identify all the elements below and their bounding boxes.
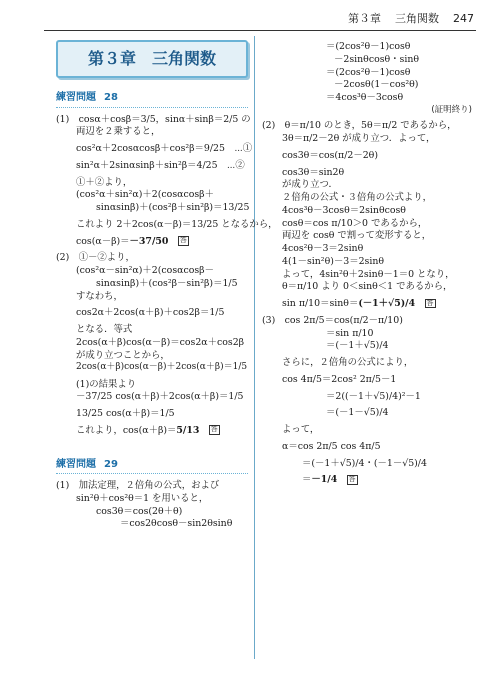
- equation: 4(1－sin²θ)－3＝2sinθ: [282, 255, 385, 267]
- line: (1) 加法定理，２倍角の公式，および: [56, 480, 220, 491]
- line: 3θ＝π/2－2θ が成り立つ．よって，: [282, 133, 436, 145]
- equation: 4cos²θ－3＝2sinθ: [282, 243, 364, 255]
- equation: cos3θ＝cos(π/2－2θ): [282, 149, 378, 161]
- answer-lhs: ＝: [302, 474, 312, 486]
- exercise-label: 練習問題: [56, 458, 96, 470]
- equation: －37/25 cos(α＋β)＋2cos(α＋β)＝1/5: [76, 391, 244, 403]
- equation: ＝(－1＋√5)/4: [326, 340, 389, 352]
- equation: cos3θ＝cos(2θ＋θ): [96, 505, 183, 517]
- answer-line: [56, 425, 248, 437]
- exercise-label: 練習問題: [56, 92, 96, 103]
- chapter-title-box: [56, 40, 248, 78]
- answer-value: －1/4: [311, 474, 338, 486]
- line: (2) ①－②より，: [56, 252, 135, 264]
- left-column: [56, 40, 278, 531]
- page-number: 247: [453, 12, 474, 25]
- equation: ＝sin π/10: [326, 327, 374, 339]
- line: ２倍角の公式・３倍角の公式より，: [282, 192, 433, 204]
- equation: cos2α＋2cos(α＋β)＋cos2β＝1/5: [76, 307, 225, 319]
- equation: ＝cos2θcosθ－sin2θsinθ: [120, 518, 233, 530]
- equation: cos3θ＝sin2θ: [282, 166, 345, 178]
- right-column: [262, 40, 472, 487]
- equation: ＝(2cos²θ－1)cosθ: [326, 41, 411, 52]
- equation: (3) cos 2π/5＝cos(π/2－π/10): [262, 314, 403, 326]
- line: これより 2＋2cos(α－β)＝13/25 となるから，: [76, 218, 278, 230]
- equation: ＝4cos³θ－3cosθ: [326, 92, 404, 103]
- exercise-number: 29: [104, 458, 118, 470]
- equation: －2sinθcosθ・sinθ: [334, 53, 420, 65]
- equation: sinαsinβ)＋(cos²β＋sin²β)＝13/25: [96, 202, 250, 213]
- line: (1) cosα＋cosβ＝3/5，sinα＋sinβ＝2/5 の: [56, 113, 251, 125]
- running-header: [334, 10, 474, 26]
- line: が成り立つことから，: [76, 349, 170, 361]
- running-chapter: 第３章: [348, 12, 381, 25]
- equation: 13/25 cos(α＋β)＝1/5: [76, 408, 175, 419]
- equation: α＝cos 2π/5 cos 4π/5: [282, 440, 381, 452]
- equation: cos²α＋2cosαcosβ＋cos²β＝9/25 ⋯①: [76, 143, 253, 154]
- exercise-29-heading: [56, 459, 248, 475]
- line: (2) θ＝π/10 のとき，5θ＝π/2 であるから，: [262, 120, 457, 132]
- equation: ＝(－1－√5)/4: [326, 407, 389, 419]
- equation: sin²α＋2sinαsinβ＋sin²β＝4/25 ⋯②: [76, 159, 245, 171]
- chapter-label: 第３章: [87, 49, 136, 68]
- line: よって，: [282, 424, 320, 436]
- equation: －2cosθ(1－cos²θ): [334, 79, 419, 91]
- answer-line: [262, 298, 472, 310]
- equation: cos 4π/5＝2cos² 2π/5－1: [282, 373, 397, 385]
- chapter-title: 三角関数: [152, 49, 217, 68]
- proof-end: (証明終り): [431, 104, 472, 115]
- equation: 4cos³θ－3cosθ＝2sinθcosθ: [282, 204, 406, 216]
- line: (1)の結果より: [76, 378, 137, 390]
- line: cosθ＝cos π/10＞0 であるから，: [282, 217, 428, 229]
- line: sin²θ＋cos²θ＝1 を用いると，: [76, 492, 209, 504]
- header-rule: [44, 30, 476, 31]
- exercise-number: 28: [104, 92, 118, 103]
- line: すなわち，: [76, 290, 123, 302]
- answer-mark: 答: [348, 475, 356, 484]
- equation: ＝(－1＋√5)/4・(－1－√5)/4: [302, 457, 427, 469]
- answer-lhs: cos(α－β)＝: [76, 235, 130, 247]
- equation: (cos²α＋sin²α)＋2(cosαcosβ＋: [76, 189, 214, 201]
- line: θ＝π/10 より 0＜sinθ＜1 であるから，: [282, 281, 453, 293]
- line: よって，4sin²θ＋2sinθ－1＝0 となり，: [282, 268, 455, 280]
- equation: ＝2((－1＋√5)/4)²－1: [326, 390, 421, 402]
- line: 両辺を cosθ で割って変形すると，: [282, 230, 432, 242]
- running-title: 三角関数: [395, 12, 439, 25]
- equation: sinαsinβ)＋(cos²β－sin²β)＝1/5: [96, 277, 238, 289]
- answer-line: [56, 236, 248, 248]
- answer-line: [262, 474, 472, 486]
- equation: ＝(2cos²θ－1)cosθ: [326, 66, 411, 78]
- exercise-28-heading: [56, 92, 248, 108]
- answer-lhs: sin π/10＝sinθ＝: [282, 298, 359, 310]
- answer-mark: 答: [179, 236, 187, 245]
- equation: 2cos(α＋β)cos(α－β)＝cos2α＋cos2β: [76, 336, 245, 348]
- line: ①＋②より，: [76, 176, 133, 188]
- answer-value: (－1＋√5)/4: [358, 298, 416, 310]
- line: さらに，２倍角の公式により，: [282, 357, 414, 369]
- answer-lhs: これより，cos(α＋β)＝: [76, 424, 177, 436]
- line: が成り立つ．: [282, 179, 338, 191]
- line: 両辺を２乗すると，: [76, 126, 161, 138]
- equation: 2cos(α＋β)cos(α－β)＋2cos(α＋β)＝1/5: [76, 362, 248, 373]
- answer-mark: 答: [210, 425, 218, 434]
- answer-mark: 答: [426, 298, 434, 307]
- answer-value: －37/50: [129, 235, 169, 247]
- column-divider: [254, 36, 255, 659]
- answer-value: 5/13: [176, 424, 200, 436]
- equation: (cos²α－sin²α)＋2(cosαcosβ－: [76, 265, 214, 276]
- line: となる．等式: [76, 324, 133, 335]
